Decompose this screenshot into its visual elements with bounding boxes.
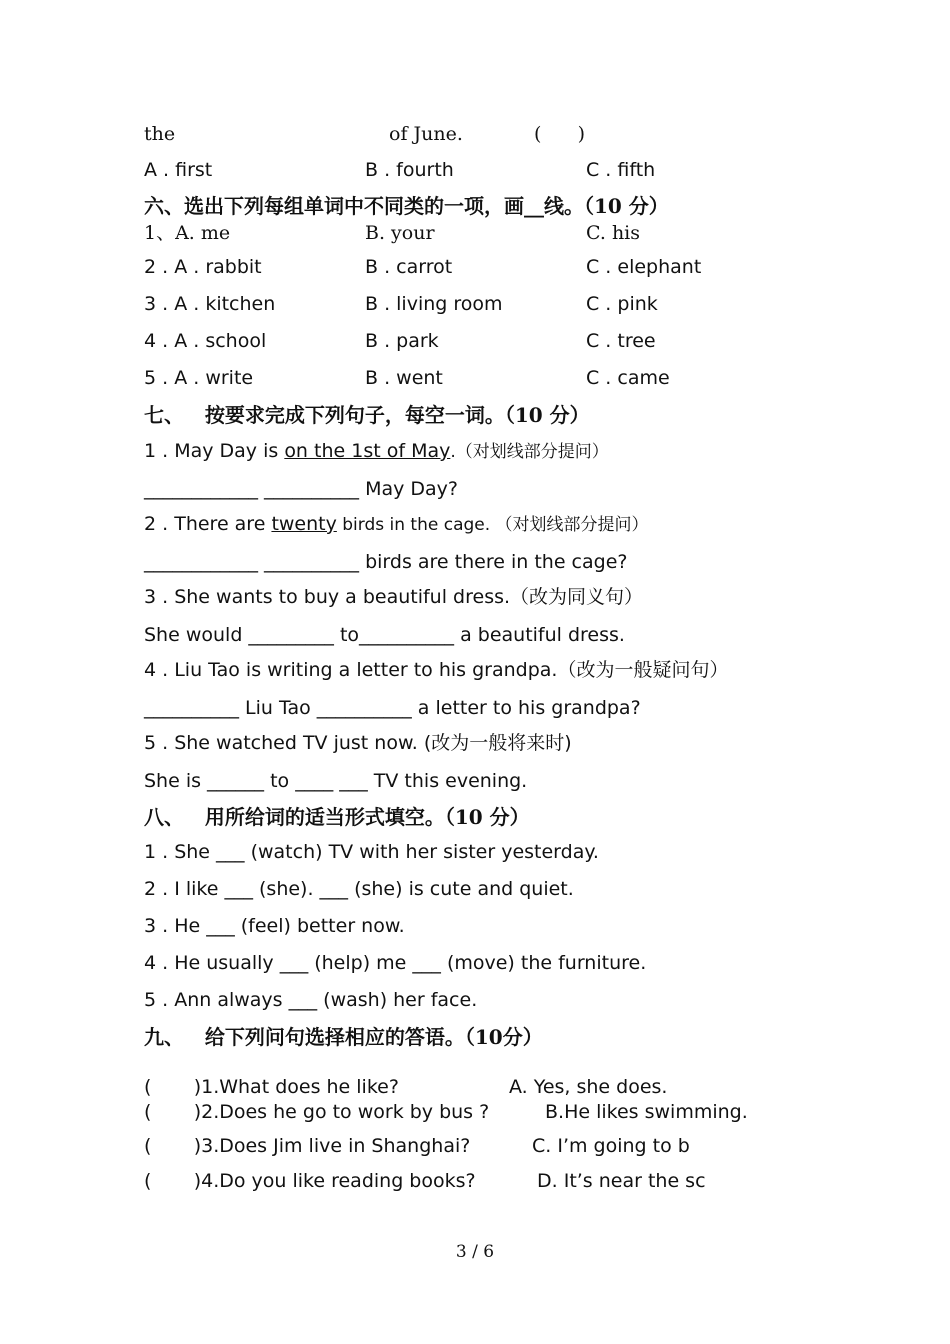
s6-row5-b: B . went — [365, 367, 443, 389]
s7-q2-instruction: birds in the cage. （对划线部分提问） — [336, 515, 649, 535]
s7-answer-5: She is ______ to ____ ___ TV this evening. — [144, 770, 528, 792]
section-7-heading: 七、 按要求完成下列句子，每空一词。（10 分） — [144, 403, 590, 427]
s6-row4-b: B . park — [365, 330, 439, 352]
s7-answer-3: She would _________ to__________ a beautiful dress. — [144, 624, 625, 646]
s9-answer-d: D. It’s near the sc — [537, 1170, 706, 1192]
option-a: A . first — [144, 159, 213, 181]
s7-question-4: 4 . Liu Tao is writing a letter to his grandpa.（改为一般疑问句） — [144, 659, 729, 681]
s9-question-3: ( )3.Does Jim live in Shanghai? — [144, 1135, 471, 1157]
s8-item-5: 5 . Ann always ___ (wash) her face. — [144, 989, 478, 1011]
s8-item-3: 3 . He ___ (feel) better now. — [144, 915, 405, 937]
fragment-of-june: of June. — [389, 123, 463, 145]
option-b: B . fourth — [365, 159, 454, 181]
s9-answer-a: A. Yes, she does. — [509, 1076, 668, 1098]
section-8-heading: 八、 用所给词的适当形式填空。（10 分） — [144, 805, 530, 829]
s7-answer-4: __________ Liu Tao __________ a letter to his grandpa? — [144, 697, 641, 719]
s7-question-1 — [144, 439, 609, 464]
fragment-the: the — [144, 123, 176, 145]
s6-row1-a: 1、A. me — [144, 222, 231, 244]
s8-item-4: 4 . He usually ___ (help) me ___ (move) the furniture. — [144, 952, 647, 974]
s6-row4-a: 4 . A . school — [144, 330, 267, 352]
s6-row5-c: C . came — [586, 367, 670, 389]
s7-q2-underlined: twenty — [271, 513, 337, 535]
s6-row2-c: C . elephant — [586, 256, 702, 278]
s9-answer-b: B.He likes swimming. — [545, 1101, 748, 1123]
s6-row1-b: B. your — [365, 222, 435, 244]
s9-question-2: ( )2.Does he go to work by bus ? — [144, 1101, 490, 1123]
s7-question-3: 3 . She wants to buy a beautiful dress.（改为同义句） — [144, 586, 644, 608]
s6-row3-a: 3 . A . kitchen — [144, 293, 276, 315]
s6-row3-b: B . living room — [365, 293, 503, 315]
s7-question-5: 5 . She watched TV just now. (改为一般将来时) — [144, 732, 572, 754]
s6-row2-b: B . carrot — [365, 256, 453, 278]
s6-row5-a: 5 . A . write — [144, 367, 254, 389]
s9-question-4: ( )4.Do you like reading books? — [144, 1170, 476, 1192]
s7-question-2 — [144, 512, 649, 537]
s6-row2-a: 2 . A . rabbit — [144, 256, 262, 278]
s7-q1-underlined: on the 1st of May — [284, 440, 451, 462]
s7-answer-2: ____________ __________ birds are there in the cage? — [144, 551, 628, 573]
section-6-heading: 六、选出下列每组单词中不同类的一项，画__线。（10 分） — [144, 194, 669, 218]
s6-row3-c: C . pink — [586, 293, 658, 315]
s6-row1-c: C. his — [586, 222, 641, 244]
answer-paren: ( ) — [534, 123, 586, 145]
s7-q1-instruction: .（对划线部分提问） — [450, 442, 609, 462]
s7-answer-1: ____________ __________ May Day? — [144, 478, 459, 500]
s8-item-1: 1 . She ___ (watch) TV with her sister yesterday. — [144, 841, 599, 863]
s9-answer-c: C. I’m going to b — [532, 1135, 690, 1157]
s7-q2-text: 2 . There are — [144, 513, 272, 535]
option-c: C . fifth — [586, 159, 656, 181]
page-number: 3 / 6 — [455, 1242, 495, 1262]
section-9-heading: 九、 给下列问句选择相应的答语。（10分） — [144, 1025, 543, 1049]
s8-item-2: 2 . I like ___ (she). ___ (she) is cute and quiet. — [144, 878, 574, 900]
s7-q1-text: 1 . May Day is — [144, 440, 285, 462]
s9-question-1: ( )1.What does he like? — [144, 1076, 399, 1098]
s6-row4-c: C . tree — [586, 330, 656, 352]
